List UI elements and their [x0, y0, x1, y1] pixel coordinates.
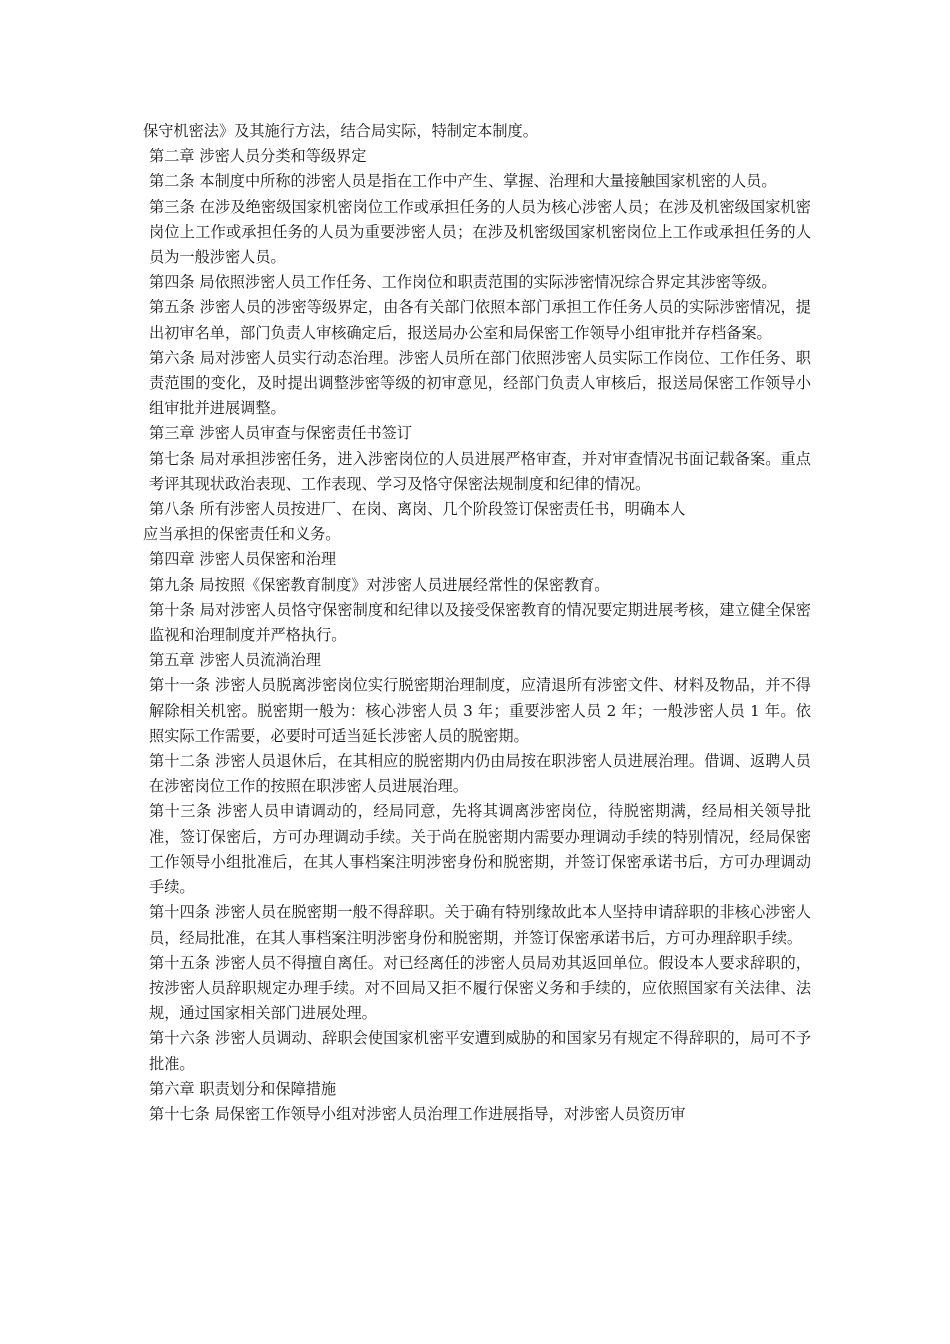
document-paragraph: 第十一条 涉密人员脱离涉密岗位实行脱密期治理制度，应清退所有涉密文件、材料及物品，并不得解除相关机密。脱密期一般为：核心涉密人员 3 年；重要涉密人员 2 年；一般涉密人员 1 年。依照实际工作需要，必要时可适当延长涉密人员的脱密期。 [149, 676, 811, 745]
document-paragraph: 第七条 局对承担涉密任务，进入涉密岗位的人员进展严格审查，并对审查情况书面记载备案。重点考评其现状政治表现、工作表现、学习及恪守保密法规制度和纪律的情况。 [149, 449, 811, 493]
document-paragraph: 第四章 涉密人员保密和治理 [149, 550, 337, 569]
document-paragraph: 第十二条 涉密人员退休后，在其相应的脱密期内仍由局按在职涉密人员进展治理。借调、返聘人员在涉密岗位工作的按照在职涉密人员进展治理。 [149, 752, 811, 796]
document-paragraph: 第十三条 涉密人员申请调动的，经局同意，先将其调离涉密岗位，待脱密期满，经局相关领导批准，签订保密后，方可办理调动手续。关于尚在脱密期内需要办理调动手续的特别情况，经局保密工作领导小组批准后，在其人事档案注明涉密身份和脱密期，并签订保密承诺书后，方可办理调动手续。 [149, 802, 811, 897]
document-paragraph: 第十六条 涉密人员调动、辞职会使国家机密平安遭到威胁的和国家另有规定不得辞职的，局可不予批准。 [149, 1029, 811, 1073]
document-paragraph: 第二条 本制度中所称的涉密人员是指在工作中产生、掌握、治理和大量接触国家机密的人员。 [149, 172, 777, 191]
document-paragraph: 第五条 涉密人员的涉密等级界定，由各有关部门依照本部门承担工作任务人员的实际涉密情况，提出初审名单，部门负责人审核确定后，报送局办公室和局保密工作领导小组审批并存档备案。 [149, 298, 811, 342]
document-paragraph: 保守机密法》及其施行方法，结合局实际，特制定本制度。 [143, 122, 538, 140]
document-paragraph: 第三章 涉密人员审查与保密责任书签订 [149, 424, 413, 443]
document-paragraph: 第五章 涉密人员流淌治理 [149, 651, 321, 670]
document-paragraph: 第九条 局按照《保密教育制度》对涉密人员进展经常性的保密教育。 [149, 575, 610, 594]
document-paragraph: 第十五条 涉密人员不得擅自离任。对已经离任的涉密人员局劝其返回单位。假设本人要求辞职的，按涉密人员辞职规定办理手续。对不回局又拒不履行保密义务和手续的，应依照国家有关法律、法规，通过国家相关部门进展处理。 [149, 953, 811, 1023]
document-paragraph: 第三条 在涉及绝密级国家机密岗位工作或承担任务的人员为核心涉密人员；在涉及机密级国家机密岗位上工作或承担任务的人员为重要涉密人员；在涉及机密级国家机密岗位上工作或承担任务的人员为一般涉密人员。 [149, 197, 811, 267]
document-paragraph: 第八条 所有涉密人员按进厂、在岗、离岗、几个阶段签订保密责任书，明确本人 [149, 500, 686, 519]
document-paragraph: 应当承担的保密责任和义务。 [143, 525, 341, 544]
document-paragraph: 第十四条 涉密人员在脱密期一般不得辞职。关于确有特别缘故此本人坚持申请辞职的非核心涉密人员，经局批准，在其人事档案注明涉密身份和脱密期，并签订保密承诺书后，方可办理辞职手续。 [149, 903, 811, 947]
document-paragraph: 第二章 涉密人员分类和等级界定 [149, 147, 367, 166]
document-paragraph: 第四条 局依照涉密人员工作任务、工作岗位和职责范围的实际涉密情况综合界定其涉密等级。 [149, 273, 777, 292]
document-paragraph: 第六章 职责划分和保障措施 [149, 1079, 337, 1098]
document-paragraph: 第十七条 局保密工作领导小组对涉密人员治理工作进展指导，对涉密人员资历审 [149, 1104, 686, 1123]
document-paragraph: 第十条 局对涉密人员恪守保密制度和纪律以及接受保密教育的情况要定期进展考核，建立健全保密监视和治理制度并严格执行。 [149, 600, 811, 645]
document-body [143, 119, 811, 1127]
document-paragraph: 第六条 局对涉密人员实行动态治理。涉密人员所在部门依照涉密人员实际工作岗位、工作任务、职责范围的变化，及时提出调整涉密等级的初审意见，经部门负责人审核后，报送局保密工作领导小组审批并进展调整。 [149, 348, 811, 418]
